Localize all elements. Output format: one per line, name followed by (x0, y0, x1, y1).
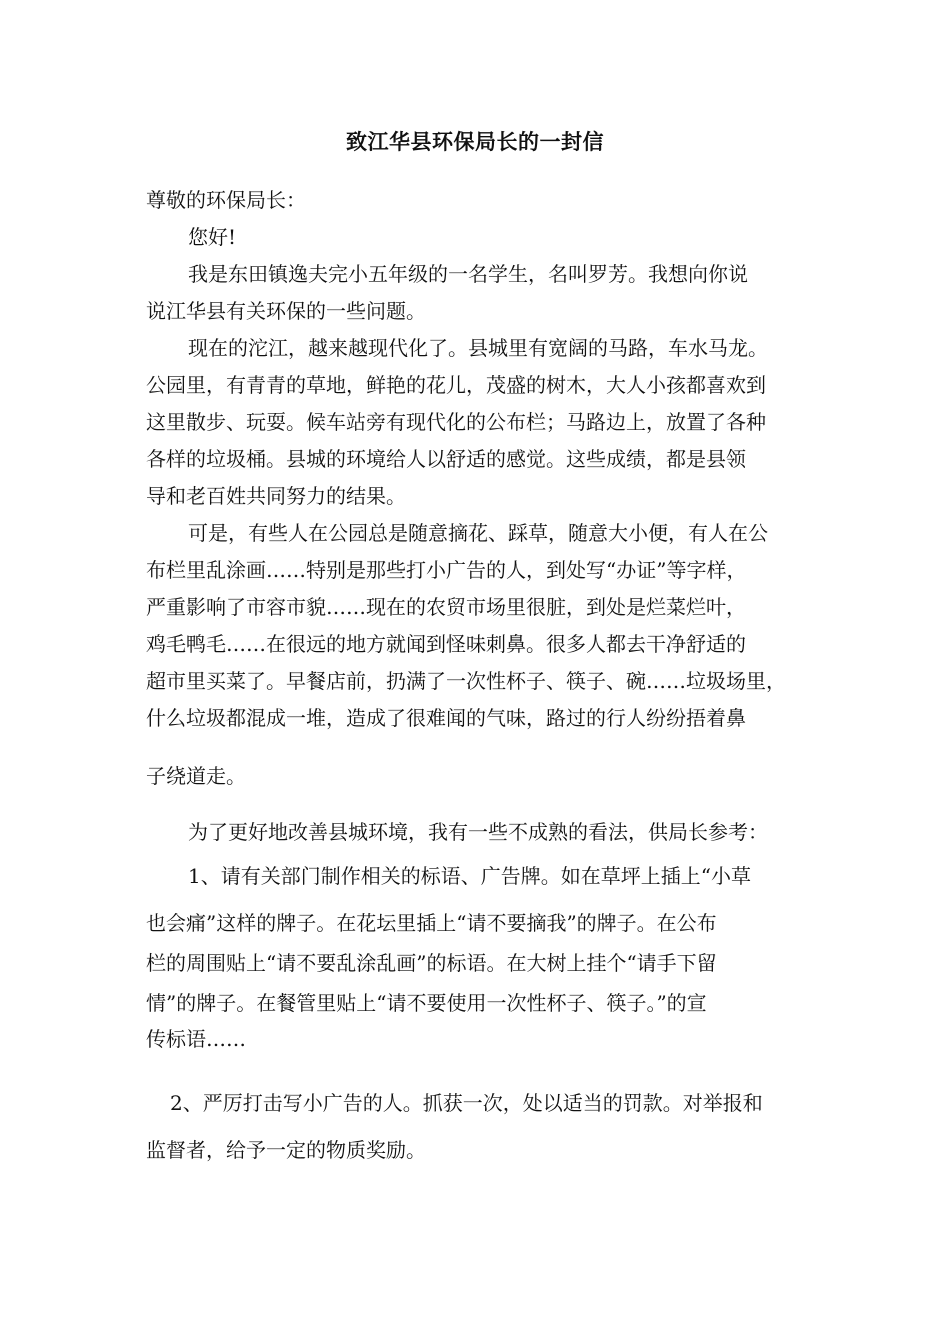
paragraph-3-line-5: 超市里买菜了。早餐店前，扔满了一次性杯子、筷子、碗……垃圾场里， (146, 669, 786, 693)
item-1-line-1: 1、请有关部门制作相关的标语、广告牌。如在草坪上插上“小草 (188, 864, 751, 888)
paragraph-4: 为了更好地改善县城环境，我有一些不成熟的看法，供局长参考： (188, 820, 768, 844)
paragraph-2-line-2: 公园里，有青青的草地，鲜艳的花儿，茂盛的树木，大人小孩都喜欢到 (146, 373, 766, 397)
item-1-line-4: 情”的牌子。在餐管里贴上“请不要使用一次性杯子、筷子。”的宣 (146, 991, 707, 1015)
item-1-line-2: 也会痛”这样的牌子。在花坛里插上“请不要摘我”的牌子。在公布 (146, 911, 717, 935)
paragraph-2-line-5: 导和老百姓共同努力的结果。 (146, 484, 406, 508)
paragraph-2-line-3: 这里散步、玩耍。候车站旁有现代化的公布栏；马路边上，放置了各种 (146, 410, 766, 434)
salutation: 尊敬的环保局长： (146, 188, 306, 212)
item-2-line-2: 监督者，给予一定的物质奖励。 (146, 1138, 426, 1162)
letter-title: 致江华县环保局长的一封信 (346, 130, 604, 154)
greeting: 您好! (188, 225, 237, 249)
paragraph-1-line-1: 我是东田镇逸夫完小五年级的一名学生，名叫罗芳。我想向你说 (188, 262, 748, 286)
item-1-line-5: 传标语…… (146, 1027, 246, 1051)
paragraph-1-line-2: 说江华县有关环保的一些问题。 (146, 299, 426, 323)
paragraph-3-line-6: 什么垃圾都混成一堆，造成了很难闻的气味，路过的行人纷纷捂着鼻 (146, 706, 746, 730)
paragraph-3-line-1: 可是，有些人在公园总是随意摘花、踩草，随意大小便，有人在公 (188, 521, 768, 545)
paragraph-3-line-2: 布栏里乱涂画……特别是那些打小广告的人，到处写“办证”等字样， (146, 558, 747, 582)
item-2-line-1: 2、严厉打击写小广告的人。抓获一次，处以适当的罚款。对举报和 (170, 1091, 763, 1115)
paragraph-2-line-4: 各样的垃圾桶。县城的环境给人以舒适的感觉。这些成绩，都是县领 (146, 447, 746, 471)
paragraph-3-line-4: 鸡毛鸭毛……在很远的地方就闻到怪味刺鼻。很多人都去干净舒适的 (146, 632, 746, 656)
paragraph-3-line-7: 子绕道走。 (146, 764, 246, 788)
paragraph-2-line-1: 现在的沱江，越来越现代化了。县城里有宽阔的马路，车水马龙。 (188, 336, 768, 360)
item-1-line-3: 栏的周围贴上“请不要乱涂乱画”的标语。在大树上挂个“请手下留 (146, 951, 717, 975)
paragraph-3-line-3: 严重影响了市容市貌……现在的农贸市场里很脏，到处是烂菜烂叶， (146, 595, 746, 619)
